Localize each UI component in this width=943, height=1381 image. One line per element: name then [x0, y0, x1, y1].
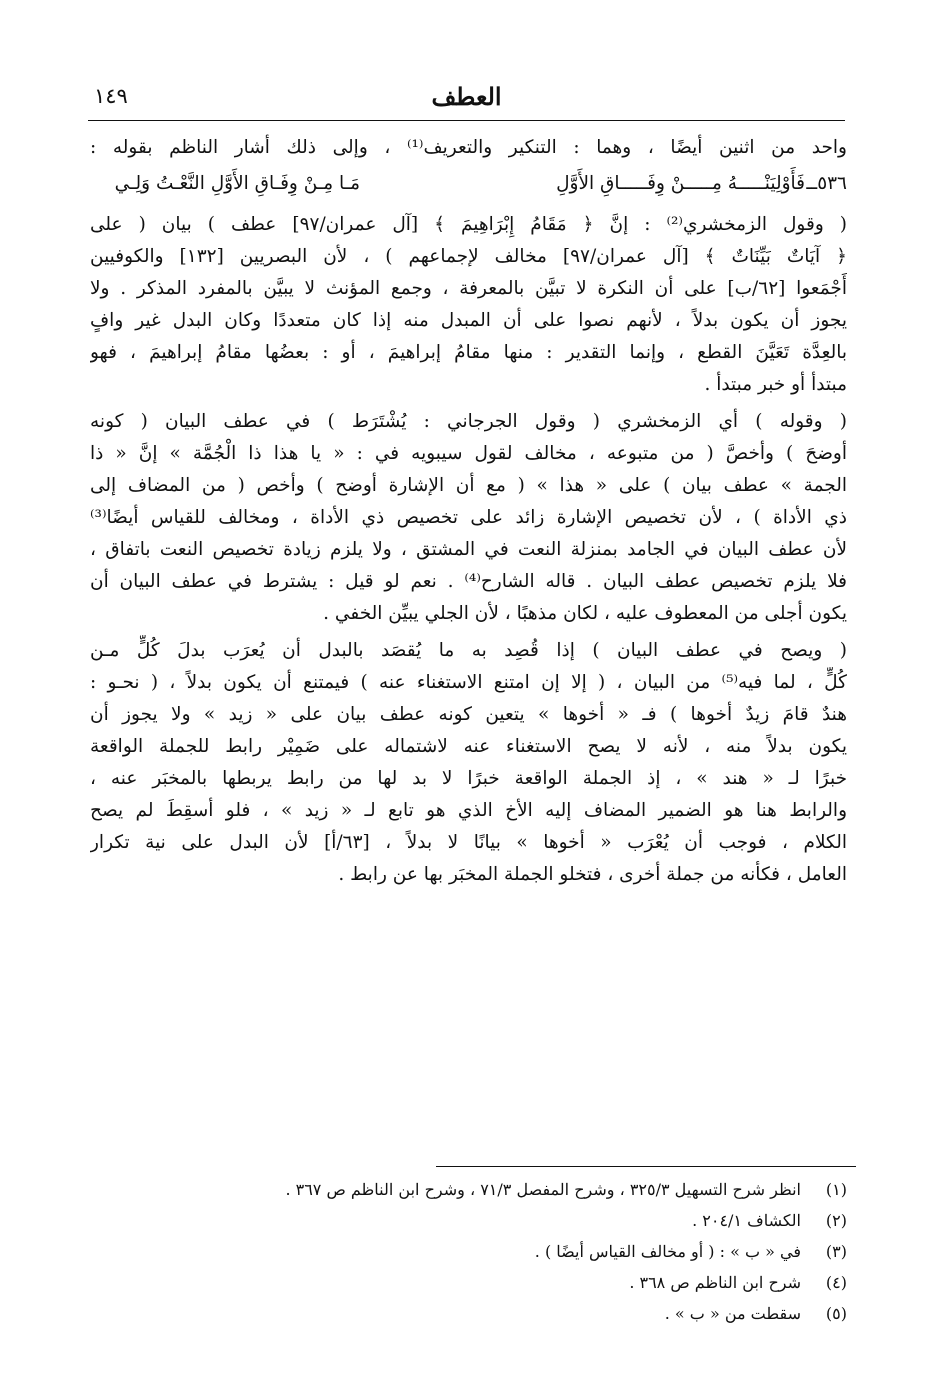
text-line: لأن عطف البيان في الجامد بمنزلة النعت في المشتق ، ولا يلزم زيادة تخصيص النعت باتفاق ، [90, 539, 847, 560]
text-line: فلا يلزم تخصيص عطف البيان . قاله الشارح⁽⁴⁾ . نعم لو قيل : يشترط في عطف البيان أن [90, 571, 847, 592]
footnote [90, 1174, 847, 1205]
footnote-rule [436, 1166, 856, 1167]
footnote-number: (٢) [825, 1211, 847, 1230]
text-line: أوضحَ ) وأخصَّ ( من متبوعه ، مخالف لقول سيبويه في : « يا هذا ذا الْجُمَّة » إنَّ « ذا [90, 443, 847, 464]
footnote [90, 1267, 847, 1298]
text-line: يكون بدلاً منه ، لأنه لا يصح الاستغناء عنه لاشتماله على ضَمِيْر رابط للجملة الواقعة [90, 736, 847, 757]
text-line: ذي الأداة ) ، لأن تخصيص الإشارة زائد على تخصيص ذي الأداة ، ومخالف للقياس أيضًا⁽³⁾ [90, 507, 847, 528]
footnote [90, 1298, 847, 1329]
text-line: هندٌ قامَ زيدٌ أخوها ) فـ « أخوها » يتعين كونه عطف بيان على « زيد » ولا يجوز أن [90, 704, 847, 725]
text-line: خبرًا لـ « هند » ، إذ الجملة الواقعة خبرًا لا بد لها من رابط يربطها بالمخبَر عنه ، [90, 768, 847, 789]
text-line: العامل ، فكأنه من جملة أخرى ، فتخلو الجملة المخبَر بها عن رابط . [338, 864, 847, 885]
text-line: مبتدأ أو خبر مبتدأ . [704, 374, 847, 395]
text-line: ( وقول الزمخشري⁽²⁾ : إنَّ ﴿ مَقَامُ إِبْرَاهِيمَ ﴾ [آل عمران/٩٧] عطف ) بيان ( على [90, 214, 847, 235]
text-line: يكون أجلى من المعطوف عليه ، لكان مذهبًا ، لأن الجلي يبيِّن الخفي . [323, 603, 847, 624]
text-line: الكلام ، فوجب أن يُعْرَب « أخوها » بيانًا لا بدلاً ، [٦٣/أ] لأن البدل على نية تكرار [90, 832, 847, 853]
text-line: ( وقوله ) أي الزمخشري ( وقول الجرجاني : يُشْتَرَط ) في عطف البيان ( كونه [90, 411, 847, 432]
text-line: أَجْمَعوا [٦٢/ب] على أن النكرة لا تبيَّن بالمعرفة ، وجمع المؤنث لا يبيَّن بالمفرد المذكر . ولا [90, 278, 847, 299]
footnote-text: في « ب » : ( أو مخالف القياس أيضًا ) . [534, 1242, 801, 1261]
verse-hemistich-second: مَـا مِـنْ وِفَـاقِ الأَوَّلِ النَّعْـتُ وَلِـي [114, 173, 360, 194]
text-line: بالعِدَّة تَعَيَّنَ القطع ، وإنما التقدير : منها مقامُ إبراهيمَ ، أو : بعضُها مقامُ إبراهيمَ ، فهو [90, 342, 847, 363]
footnotes [90, 1174, 847, 1329]
footnote [90, 1205, 847, 1236]
page-number: ١٤٩ [94, 84, 128, 108]
page-header [88, 82, 845, 122]
text-line: ﴿ آيَاتٌ بَيِّنَاتٌ ﴾ [آل عمران/٩٧] مخالف لإجماعهم ) ، لأن البصريين [١٣٢] والكوفيين [90, 246, 847, 267]
footnote-text: الكشاف ٢٠٤/١ . [692, 1211, 801, 1230]
text-line: واحد من اثنين أيضًا ، وهما : التنكير والتعريف⁽¹⁾ ، وإلى ذلك أشار الناظم بقوله : [90, 137, 847, 158]
text-line: يجوز أن يكون بدلاً ، لأنهم نصوا على أن المبدل منه إذا كان متعددًا وكان البدل غير وافٍ [90, 310, 847, 331]
footnote-number: (١) [825, 1180, 847, 1199]
footnote-text: سقطت من « ب » . [664, 1304, 801, 1323]
footnote [90, 1236, 847, 1267]
text-line: والرابط هنا هو الضمير المضاف إليه الأخ الذي هو تابع لـ « زيد » ، فلو أسقِطَ لم يصح [90, 800, 847, 821]
verse-hemistich-first: فَأَوْلِيَنْـــــهُ مِـــــنْ وِفَـــــاقِ الأَوَّلِ [556, 173, 805, 194]
header-rule [88, 120, 845, 121]
footnote-number: (٣) [825, 1242, 847, 1261]
text-line: الجمة » عطف بيان ) على « هذا » ( مع أن الإشارة أوضح ) وأخص ( من المضاف إلى [90, 475, 847, 496]
footnote-text: شرح ابن الناظم ص ٣٦٨ . [629, 1273, 801, 1292]
chapter-title: العطف [431, 82, 502, 111]
text-line: ( ويصح في عطف البيان ) إذا قُصِد به ما يُقصَد بالبدل أن يُعرَب بدلَ كُلٍّ مـن [90, 640, 847, 661]
footnote-number: (٥) [825, 1304, 847, 1323]
footnote-text: انظر شرح التسهيل ٣٢٥/٣ ، وشرح المفصل ٧١/٣ ، وشرح ابن الناظم ص ٣٦٧ . [285, 1180, 801, 1199]
verse-number: ٥٣٦ــ [806, 173, 847, 194]
main-text [90, 132, 847, 891]
footnote-number: (٤) [825, 1273, 847, 1292]
text-line: كُلٍّ ، لما فيه⁽⁵⁾ من البيان ، ( إلا إن امتنع الاستغناء عنه ) فيمتنع أن يكون بدلاً ، ( نحـو : [90, 672, 847, 693]
poem-verse [90, 164, 847, 204]
